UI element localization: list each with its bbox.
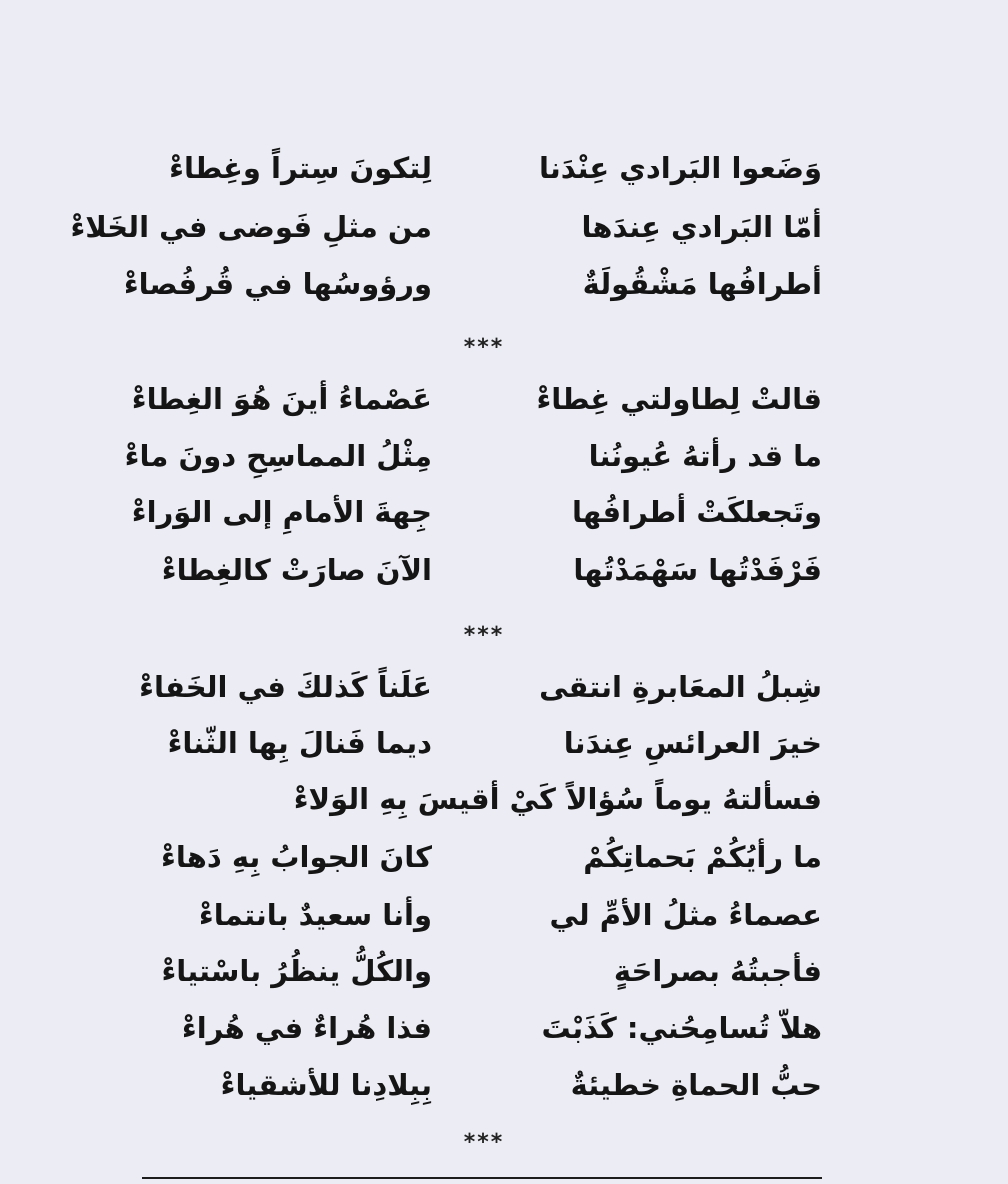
verse-line <box>0 545 1008 595</box>
verse-line <box>0 143 1008 193</box>
stanza-separator: *** <box>463 335 505 360</box>
verse-first-hemistich: فأجبتُهُ بصراحَةٍ <box>613 954 822 988</box>
verse-first-hemistich: هلاّ تُسامِحُني: كَذَبْتَ <box>541 1011 822 1045</box>
verse-second-hemistich: عَلَناً كَذلكَ في الخَفاءْ <box>139 670 432 704</box>
verse-second-hemistich: عَصْماءُ أينَ هُوَ الغِطاءْ <box>131 382 432 416</box>
verse-second-hemistich: ديما فَنالَ بِها الثّناءْ <box>167 726 432 760</box>
verse-second-hemistich: جِهةَ الأمامِ إلى الوَراءْ <box>131 495 432 529</box>
verse-line <box>0 259 1008 309</box>
verse-line <box>0 202 1008 252</box>
verse-first-hemistich: وَضَعوا البَرادي عِنْدَنا <box>538 151 822 185</box>
verse-first-hemistich: أطرافُها مَشْقُولَةٌ <box>582 267 822 301</box>
verse-second-hemistich: بِبِلادِنا للأشقياءْ <box>220 1068 432 1102</box>
verse-line <box>0 662 1008 712</box>
verse-second-hemistich: وأنا سعيدٌ بانتماءْ <box>198 898 432 932</box>
verse-first-hemistich: شِبلُ المعَابرةِ انتقى <box>539 670 822 704</box>
verse-first-hemistich: خيرَ العرائسِ عِندَنا <box>563 726 822 760</box>
verse-line <box>0 487 1008 537</box>
verse-first-hemistich: وتَجعلكَتْ أطرافُها <box>572 495 822 529</box>
verse-second-hemistich: الآنَ صارَتْ كالغِطاءْ <box>161 553 432 587</box>
verse-line <box>0 890 1008 940</box>
verse-line <box>0 946 1008 996</box>
verse-first-hemistich: فَرْفَدْتُها سَهْمَدْتُها <box>573 553 822 587</box>
verse-second-hemistich: والكُلُّ ينظُرُ باسْتياءْ <box>161 954 432 988</box>
verse-line <box>0 718 1008 768</box>
verse-second-hemistich: لِتكونَ سِتراً وغِطاءْ <box>169 151 432 185</box>
verse-first-hemistich: ما قد رأتهُ عُيونُنا <box>588 439 822 473</box>
verse-first-hemistich: ما رأيُكُمْ بَحماتِكُمْ <box>583 840 822 874</box>
stanza-separator: *** <box>463 1130 505 1155</box>
verse-first-hemistich: حبُّ الحماةِ خطيئةٌ <box>570 1068 822 1102</box>
verse-second-hemistich: كانَ الجوابُ بِهِ دَهاءْ <box>161 840 432 874</box>
footer-divider <box>142 1177 822 1179</box>
verse-second-hemistich: ورؤوسُها في قُرفُصاءْ <box>123 267 432 301</box>
verse-line <box>0 832 1008 882</box>
verse-second-hemistich: مِثْلُ المماسِحِ دونَ ماءْ <box>124 439 432 473</box>
verse-line <box>0 1003 1008 1053</box>
verse-line <box>0 431 1008 481</box>
verse-second-hemistich: من مثلِ فَوضى في الخَلاءْ <box>70 210 432 244</box>
verse-first-hemistich: عصماءُ مثلُ الأمِّ لي <box>549 898 822 932</box>
verse-line <box>0 374 1008 424</box>
verse-line <box>0 774 1008 824</box>
verse-line <box>0 1060 1008 1110</box>
verse-full-line: فسألتهُ يوماً سُؤالاً كَيْ أقيسَ بِهِ الوَلاءْ <box>293 782 822 816</box>
verse-second-hemistich: فذا هُراءٌ في هُراءْ <box>181 1011 432 1045</box>
stanza-separator: *** <box>463 623 505 648</box>
verse-first-hemistich: قالتْ لِطاولتي غِطاءْ <box>536 382 822 416</box>
verse-first-hemistich: أمّا البَرادي عِندَها <box>581 210 822 244</box>
